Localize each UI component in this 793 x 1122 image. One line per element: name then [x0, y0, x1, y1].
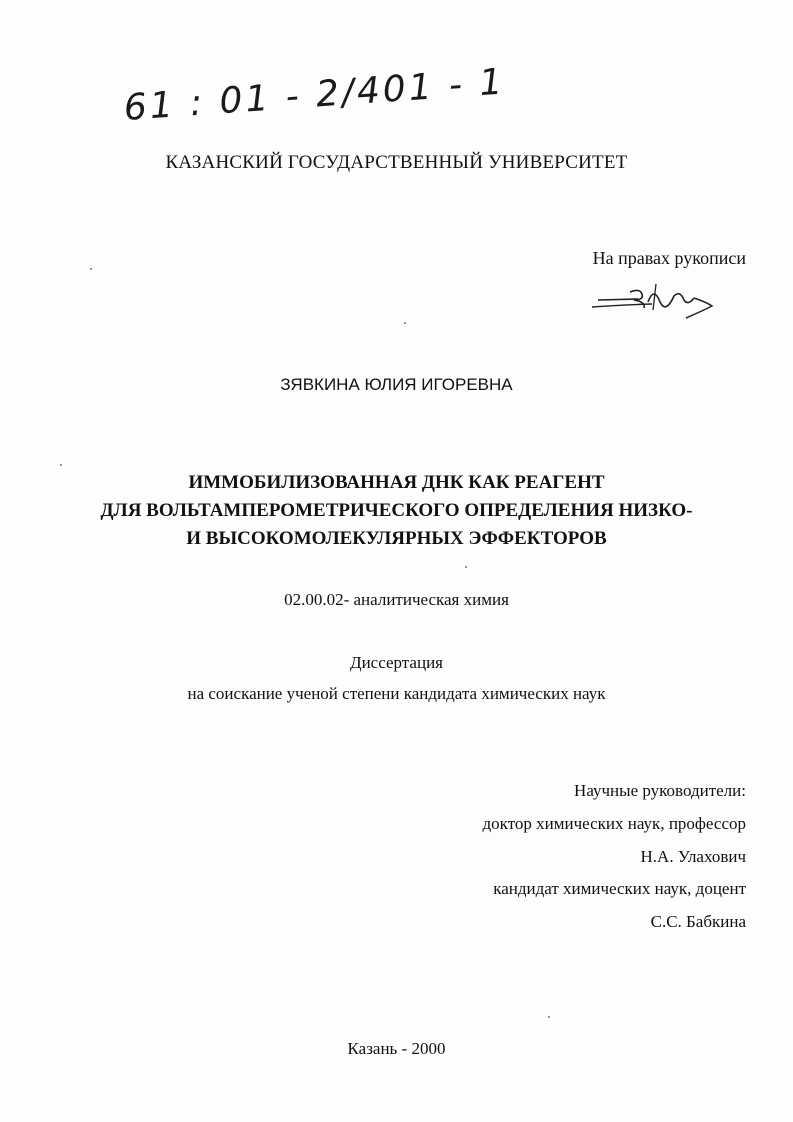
manuscript-rights-label: На правах рукописи	[592, 248, 746, 268]
place-and-year: Казань - 2000	[347, 1039, 446, 1058]
dissertation-title-line-1: ИММОБИЛИЗОВАННАЯ ДНК КАК РЕАГЕНТ	[188, 472, 605, 493]
scan-speck	[60, 464, 62, 466]
scan-speck	[404, 322, 406, 324]
document-type: Диссертация	[349, 653, 443, 672]
degree-statement: на соискание ученой степени кандидата химических наук	[187, 684, 606, 703]
scan-speck	[465, 566, 467, 568]
author-name: ЗЯВКИНА ЮЛИЯ ИГОРЕВНА	[280, 375, 513, 394]
supervisor-2-name: С.С. Бабкина	[650, 912, 746, 931]
scan-speck	[90, 268, 92, 270]
dissertation-title-line-2: ДЛЯ ВОЛЬТАМПЕРОМЕТРИЧЕСКОГО ОПРЕДЕЛЕНИЯ НИЗКО-	[100, 500, 693, 521]
scan-speck	[548, 1016, 550, 1018]
university-name: КАЗАНСКИЙ ГОСУДАРСТВЕННЫЙ УНИВЕРСИТЕТ	[165, 152, 628, 173]
supervisor-2-title: кандидат химических наук, доцент	[493, 879, 746, 898]
dissertation-title-line-3: И ВЫСОКОМОЛЕКУЛЯРНЫХ ЭФФЕКТОРОВ	[186, 528, 607, 549]
handwritten-catalog-code: 61 : 01 - 2/401 - 1	[122, 61, 507, 129]
supervisor-1-title: доктор химических наук, профессор	[482, 814, 746, 833]
specialty-code: 02.00.02- аналитическая химия	[284, 590, 509, 609]
supervisors-heading: Научные руководители:	[574, 781, 746, 800]
handwritten-signature-icon	[590, 280, 720, 322]
supervisor-1-name: Н.А. Улахович	[640, 847, 746, 866]
